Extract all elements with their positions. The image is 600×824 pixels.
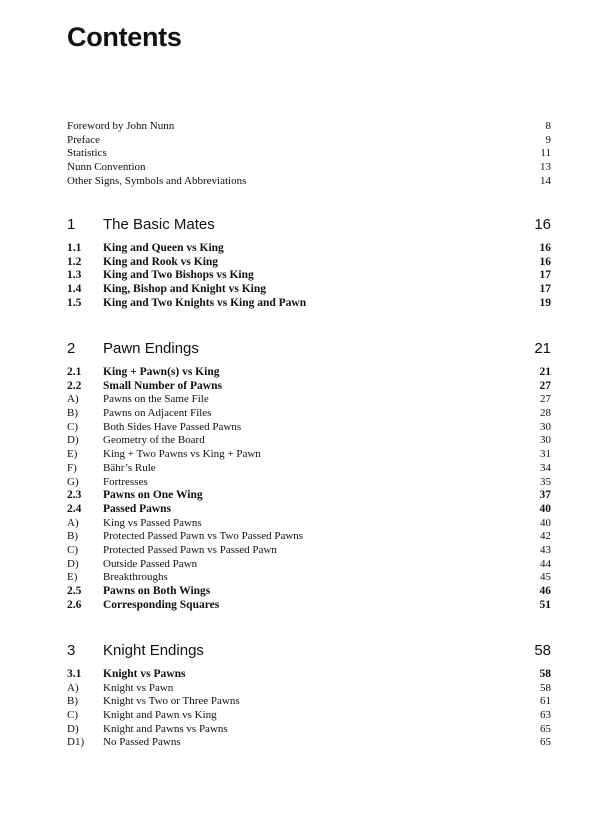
entry-page: 35: [540, 475, 551, 488]
entry-label: Foreword by John Nunn: [67, 120, 175, 132]
subsection-entry: [67, 558, 551, 572]
subsection-entry: [67, 544, 551, 558]
chapter-title: Pawn Endings: [103, 340, 199, 357]
subsection-entry: [67, 476, 551, 490]
entry-label: Pawns on Both Wings: [103, 585, 211, 597]
entry-number: A): [67, 393, 79, 406]
entry-number: 1.5: [67, 296, 82, 309]
subsection-entry: [67, 530, 551, 544]
entry-number: D): [67, 557, 79, 570]
entry-page: 65: [540, 722, 551, 735]
entry-page: 21: [539, 366, 551, 378]
front-matter-item: [67, 134, 551, 148]
subsection-entry: [67, 571, 551, 585]
entry-number: 2.5: [67, 585, 82, 597]
entry-number: C): [67, 709, 78, 722]
entry-number: 1.2: [67, 255, 82, 268]
subsection-entry: [67, 709, 551, 723]
chapter-number: 3: [67, 642, 76, 659]
entry-page: 17: [539, 283, 551, 296]
entry-label: Pawns on One Wing: [103, 489, 203, 502]
entry-label: Knight and Pawns vs Pawns: [103, 722, 228, 735]
section-entry: [67, 503, 551, 517]
entry-page: 9: [545, 133, 551, 146]
entry-number: C): [67, 420, 78, 433]
section-entry: [67, 380, 551, 394]
entry-label: King vs Passed Pawns: [103, 516, 202, 529]
entry-page: 43: [540, 543, 551, 556]
subsection-entry: [67, 682, 551, 696]
section-entry: [67, 668, 551, 682]
chapter-2: [67, 340, 551, 612]
entry-page: 11: [540, 147, 551, 160]
front-matter-item: [67, 175, 551, 189]
section-entry: [67, 269, 551, 283]
entry-number: A): [67, 681, 79, 694]
entry-label: Outside Passed Pawn: [103, 557, 198, 570]
subsection-entry: [67, 736, 551, 750]
chapter-page: 58: [534, 642, 551, 659]
section-entry: [67, 256, 551, 270]
section-entry: [67, 283, 551, 297]
entry-number: B): [67, 695, 78, 708]
entry-label: King and Queen vs King: [103, 242, 224, 254]
subsection-entry: [67, 462, 551, 476]
entry-label: Other Signs, Symbols and Abbreviations: [67, 174, 247, 187]
entry-label: King, Bishop and Knight vs King: [103, 283, 266, 296]
entry-label: No Passed Pawns: [103, 736, 181, 749]
section-entry: [67, 585, 551, 599]
entry-label: Geometry of the Board: [103, 434, 205, 447]
subsection-entry: [67, 448, 551, 462]
front-matter-item: [67, 161, 551, 175]
entry-label: King and Two Bishops vs King: [103, 269, 254, 282]
chapter-title: The Basic Mates: [103, 216, 215, 233]
entry-page: 8: [545, 120, 551, 132]
chapter-3: [67, 642, 551, 750]
chapter-page: 21: [534, 340, 551, 357]
entry-page: 44: [540, 557, 551, 570]
entry-number: A): [67, 516, 79, 529]
entry-page: 13: [540, 161, 551, 174]
entry-label: Small Number of Pawns: [103, 379, 222, 392]
entry-number: 1.1: [67, 242, 82, 254]
section-entry: [67, 242, 551, 256]
entry-page: 42: [540, 530, 551, 543]
entry-label: Corresponding Squares: [103, 598, 220, 611]
entry-page: 37: [539, 489, 551, 502]
entry-label: Breakthroughs: [103, 571, 168, 584]
entry-page: 46: [539, 585, 551, 597]
entry-number: B): [67, 407, 78, 420]
entry-page: 17: [539, 269, 551, 282]
entry-label: Protected Passed Pawn vs Two Passed Pawns: [103, 530, 304, 543]
chapter-1: [67, 216, 551, 310]
entry-page: 31: [540, 448, 551, 461]
entry-label: Pawns on Adjacent Files: [103, 407, 212, 420]
chapter-heading: [67, 340, 551, 362]
entry-page: 28: [540, 407, 551, 420]
entry-page: 34: [540, 461, 551, 474]
entry-label: King + Two Pawns vs King + Pawn: [103, 448, 261, 461]
entry-number: 2.3: [67, 489, 82, 502]
entry-page: 63: [540, 709, 551, 722]
subsection-entry: [67, 393, 551, 407]
entry-number: D): [67, 722, 79, 735]
chapter-heading: [67, 642, 551, 664]
entry-number: 3.1: [67, 668, 82, 680]
entry-number: F): [67, 461, 77, 474]
entry-label: Statistics: [67, 147, 107, 160]
section-entry: [67, 297, 551, 311]
entry-label: King + Pawn(s) vs King: [103, 366, 220, 378]
entry-page: 40: [539, 502, 551, 515]
entry-number: C): [67, 543, 78, 556]
entry-page: 30: [540, 434, 551, 447]
entry-number: 1.3: [67, 269, 82, 282]
entry-label: Fortresses: [103, 475, 148, 488]
entry-page: 14: [540, 174, 551, 187]
subsection-entry: [67, 421, 551, 435]
entry-page: 51: [539, 598, 551, 611]
entry-label: Knight vs Pawns: [103, 668, 186, 680]
entry-label: Knight vs Pawn: [103, 681, 174, 694]
front-matter-item: [67, 147, 551, 161]
section-entry: [67, 489, 551, 503]
section-entry: [67, 366, 551, 380]
entry-page: 58: [539, 668, 551, 680]
entry-number: G): [67, 475, 79, 488]
entry-number: 2.1: [67, 366, 82, 378]
entry-label: King and Rook vs King: [103, 255, 219, 268]
entry-number: E): [67, 448, 78, 461]
entry-number: E): [67, 571, 78, 584]
entry-label: Protected Passed Pawn vs Passed Pawn: [103, 543, 277, 556]
entry-label: Bähr’s Rule: [103, 461, 156, 474]
subsection-entry: [67, 407, 551, 421]
entry-page: 58: [540, 681, 551, 694]
chapter-title: Knight Endings: [103, 642, 204, 659]
chapter-heading: [67, 216, 551, 238]
entry-label: Passed Pawns: [103, 502, 172, 515]
chapter-number: 2: [67, 340, 76, 357]
entry-label: Knight vs Two or Three Pawns: [103, 695, 240, 708]
entry-label: Knight and Pawn vs King: [103, 709, 217, 722]
front-matter-item: [67, 120, 551, 134]
entry-page: 61: [540, 695, 551, 708]
entry-page: 27: [540, 393, 551, 406]
entry-page: 30: [540, 420, 551, 433]
entry-page: 65: [540, 736, 551, 749]
entry-number: 1.4: [67, 283, 82, 296]
entry-label: Nunn Convention: [67, 161, 146, 174]
entry-label: Both Sides Have Passed Pawns: [103, 420, 242, 433]
entry-page: 27: [539, 379, 551, 392]
entry-number: 2.6: [67, 598, 82, 611]
subsection-entry: [67, 434, 551, 448]
subsection-entry: [67, 517, 551, 531]
entry-label: Pawns on the Same File: [103, 393, 209, 406]
chapter-number: 1: [67, 216, 76, 233]
section-entry: [67, 599, 551, 613]
entry-page: 16: [539, 255, 551, 268]
entry-number: D): [67, 434, 79, 447]
entry-label: King and Two Knights vs King and Pawn: [103, 296, 307, 309]
subsection-entry: [67, 695, 551, 709]
entry-number: 2.2: [67, 379, 82, 392]
entry-page: 45: [540, 571, 551, 584]
front-matter-list: [67, 120, 551, 188]
entry-label: Preface: [67, 133, 100, 146]
entry-number: 2.4: [67, 502, 82, 515]
entry-page: 40: [540, 516, 551, 529]
entry-page: 19: [539, 296, 551, 309]
entry-number: D1): [67, 736, 85, 749]
chapter-page: 16: [534, 216, 551, 233]
entry-number: B): [67, 530, 78, 543]
entry-page: 16: [539, 242, 551, 254]
page-title: Contents: [67, 22, 182, 52]
subsection-entry: [67, 723, 551, 737]
